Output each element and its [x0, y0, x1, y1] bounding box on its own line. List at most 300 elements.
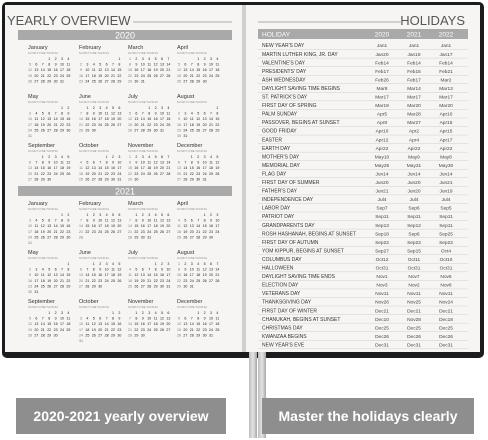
holiday-name: CHRISTMAS DAY	[262, 325, 303, 332]
day-number: 10	[183, 117, 188, 122]
holiday-name: FIRST DAY OF SPRING	[262, 103, 317, 110]
day-number: 12	[117, 267, 122, 272]
day-number: 1	[154, 262, 157, 266]
day-number: 14	[189, 322, 194, 327]
day-number: 15	[40, 166, 45, 171]
day-number: 29	[47, 79, 52, 84]
day-number: 29	[189, 177, 194, 182]
day-number: 26	[117, 278, 122, 283]
holiday-date: Sep13	[375, 223, 389, 229]
day-number: 27	[117, 229, 122, 234]
day-number: 31	[140, 79, 145, 84]
day-number: 12	[177, 322, 181, 327]
day-number: 15	[177, 273, 181, 278]
caption-right-text: Master the holidays clearly	[278, 408, 458, 424]
day-number: 14	[40, 68, 45, 73]
day-number: 4	[35, 218, 38, 223]
day-number: 21	[79, 122, 83, 127]
weekday-header: SU MO TU WE TH FR SA	[79, 257, 110, 260]
day-number: 9	[48, 160, 51, 165]
day-number: 15	[47, 322, 52, 327]
day-number: 22	[66, 278, 71, 283]
day-number: 31	[202, 177, 207, 182]
holiday-date: May30	[438, 163, 454, 169]
holiday-date: Sep11	[439, 223, 453, 229]
day-number: 23	[153, 122, 158, 127]
day-number: 9	[154, 111, 157, 116]
day-number: 7	[129, 218, 131, 223]
day-number: 27	[117, 122, 122, 127]
day-number: 25	[111, 278, 115, 283]
day-number: 19	[153, 68, 158, 73]
day-number: 1	[135, 213, 138, 217]
day-number: 1	[112, 311, 114, 315]
day-number: 23	[79, 79, 83, 84]
month-name: October	[79, 143, 99, 149]
holiday-date: Sep11	[439, 215, 453, 221]
day-number: 3	[216, 213, 219, 217]
day-number: 28	[34, 177, 39, 182]
day-number: 4	[112, 262, 114, 266]
day-number: 20	[166, 224, 171, 229]
day-number: 27	[34, 79, 39, 84]
day-number: 22	[47, 327, 52, 332]
day-number: 7	[129, 316, 131, 321]
day-number: 15	[196, 322, 201, 327]
day-number: 17	[60, 68, 64, 73]
day-number: 18	[60, 166, 64, 171]
day-number: 5	[161, 311, 163, 315]
day-number: 29	[196, 79, 201, 84]
day-number: 7	[184, 160, 187, 165]
day-number: 19	[111, 224, 115, 229]
day-number: 17	[209, 68, 213, 73]
day-number: 28	[79, 128, 83, 133]
day-number: 8	[118, 62, 121, 67]
holiday-date: Mar2	[440, 78, 452, 84]
day-number: 20	[140, 278, 145, 283]
day-number: 18	[66, 68, 71, 73]
day-number: 16	[140, 322, 145, 327]
day-number: 14	[98, 166, 103, 171]
day-number: 29	[91, 284, 96, 289]
day-number: 21	[189, 327, 194, 332]
day-number: 2	[67, 213, 70, 217]
holiday-date: Nov11	[439, 292, 453, 298]
day-number: 12	[196, 117, 201, 122]
day-number: 27	[202, 128, 207, 133]
day-number: 19	[66, 166, 71, 171]
day-number: 12	[28, 322, 32, 327]
day-number: 25	[189, 128, 194, 133]
day-number: 23	[183, 278, 188, 283]
day-number: 8	[135, 316, 138, 321]
day-number: 12	[153, 160, 158, 165]
day-number: 24	[85, 79, 90, 84]
day-number: 23	[91, 122, 96, 127]
day-number: 14	[79, 224, 83, 229]
day-number: 20	[47, 122, 52, 127]
day-number: 23	[66, 229, 71, 234]
day-number: 17	[60, 322, 64, 327]
day-number: 25	[209, 171, 213, 176]
holiday-name: PASSOVER, BEGINS AT SUNSET	[262, 120, 340, 127]
day-number: 20	[34, 327, 39, 332]
day-number: 31	[160, 128, 164, 133]
holiday-date: Sep5	[440, 206, 452, 212]
day-number: 3	[148, 311, 151, 315]
day-number: 14	[60, 273, 64, 278]
holiday-name: FIRST DAY OF AUTUMN	[262, 239, 319, 246]
day-number: 10	[53, 160, 58, 165]
day-number: 11	[40, 273, 45, 278]
day-number: 7	[210, 111, 212, 116]
weekday-header: SU MO TU WE TH FR SA	[177, 101, 208, 104]
month-name: July	[128, 94, 138, 100]
holiday-date: Mar19	[375, 104, 389, 110]
holiday-date: Mar13	[439, 86, 453, 92]
holiday-date: Sep22	[375, 240, 389, 246]
day-number: 6	[167, 311, 170, 315]
day-number: 23	[47, 171, 52, 176]
day-number: 5	[178, 62, 180, 67]
day-number: 3	[54, 155, 57, 159]
day-number: 5	[48, 267, 51, 272]
day-number: 16	[183, 273, 188, 278]
day-number: 21	[215, 273, 220, 278]
day-number: 16	[79, 73, 83, 78]
day-number: 4	[105, 106, 108, 110]
holiday-date: Nov6	[440, 275, 452, 281]
day-number: 19	[40, 122, 45, 127]
day-number: 28	[104, 333, 109, 338]
holiday-date: Oct12	[375, 257, 389, 263]
day-number: 20	[91, 171, 96, 176]
day-number: 31	[209, 333, 213, 338]
day-number: 30	[177, 134, 181, 138]
day-number: 5	[216, 155, 219, 159]
day-number: 15	[128, 68, 132, 73]
day-number: 30	[47, 177, 52, 182]
holiday-date: Sep25	[439, 232, 453, 238]
day-number: 25	[177, 235, 181, 240]
day-number: 2	[154, 106, 157, 110]
day-number: 12	[183, 224, 188, 229]
day-number: 11	[215, 62, 220, 67]
day-number: 9	[141, 316, 144, 321]
day-number: 7	[99, 160, 102, 165]
holiday-date: Sep11	[407, 215, 421, 221]
day-number: 26	[177, 79, 181, 84]
day-number: 30	[53, 333, 58, 338]
day-number: 26	[134, 284, 139, 289]
day-number: 24	[209, 327, 213, 332]
day-number: 8	[197, 316, 200, 321]
day-number: 29	[128, 79, 132, 84]
day-number: 16	[91, 224, 96, 229]
day-number: 1	[61, 213, 63, 217]
day-number: 23	[202, 327, 207, 332]
day-number: 2	[54, 311, 57, 315]
holiday-date: Jan1	[376, 44, 388, 50]
day-number: 6	[178, 160, 180, 165]
weekday-header: SU MO TU WE TH FR SA	[128, 257, 159, 260]
day-number: 23	[28, 284, 32, 289]
day-number: 15	[117, 68, 122, 73]
day-number: 9	[178, 117, 180, 122]
day-number: 22	[134, 229, 139, 234]
day-number: 10	[160, 111, 164, 116]
day-number: 14	[209, 117, 213, 122]
day-number: 30	[66, 128, 71, 133]
holiday-date: Apr22	[375, 146, 389, 152]
day-number: 26	[85, 177, 90, 182]
day-number: 8	[86, 111, 89, 116]
day-number: 8	[190, 160, 193, 165]
day-number: 19	[40, 229, 45, 234]
day-number: 30	[134, 177, 139, 182]
day-number: 3	[29, 218, 31, 223]
holiday-date: Nov25	[407, 300, 421, 306]
day-number: 22	[128, 73, 132, 78]
day-number: 28	[53, 235, 58, 240]
day-number: 9	[112, 160, 114, 165]
day-number: 2	[141, 213, 144, 217]
day-number: 16	[209, 224, 213, 229]
day-number: 13	[160, 62, 164, 67]
day-number: 11	[189, 117, 194, 122]
day-number: 6	[35, 62, 38, 67]
day-number: 16	[111, 166, 115, 171]
holiday-date: Oct11	[407, 257, 421, 263]
day-number: 16	[177, 122, 181, 127]
day-number: 23	[134, 73, 139, 78]
day-number: 10	[28, 224, 32, 229]
day-number: 14	[166, 160, 171, 165]
day-number: 4	[148, 57, 151, 61]
holiday-date: Apr22	[439, 146, 453, 152]
caption-right	[262, 398, 474, 434]
day-number: 5	[41, 218, 44, 223]
day-number: 2	[92, 213, 95, 217]
day-number: 29	[60, 128, 64, 133]
weekday-header: SU MO TU WE TH FR SA	[128, 208, 159, 211]
day-number: 3	[105, 262, 108, 266]
day-number: 13	[34, 68, 39, 73]
day-number: 25	[147, 73, 152, 78]
day-number: 11	[166, 111, 171, 116]
holiday-date: Apr17	[439, 138, 453, 144]
day-number: 28	[40, 79, 45, 84]
day-number: 22	[111, 327, 115, 332]
holiday-date: Apr15	[439, 121, 453, 127]
day-number: 15	[60, 117, 64, 122]
day-number: 4	[210, 155, 212, 159]
day-number: 29	[117, 79, 122, 84]
holiday-date: Dec26	[375, 334, 389, 340]
day-number: 1	[86, 106, 89, 110]
day-number: 17	[34, 278, 39, 283]
day-number: 3	[61, 311, 63, 315]
weekday-header: SU MO TU WE TH FR SA	[28, 306, 59, 309]
day-number: 27	[183, 79, 188, 84]
holiday-date: Jun20	[407, 181, 421, 186]
day-number: 6	[92, 160, 95, 165]
day-number: 7	[105, 316, 108, 321]
year-label-2020: 2020	[114, 30, 136, 41]
day-number: 21	[111, 73, 115, 78]
day-number: 18	[215, 68, 220, 73]
holiday-name: FIRST DAY OF WINTER	[262, 308, 318, 315]
day-number: 16	[117, 322, 122, 327]
day-number: 9	[99, 267, 102, 272]
day-number: 13	[183, 68, 188, 73]
day-number: 19	[98, 73, 103, 78]
day-number: 10	[104, 267, 109, 272]
day-number: 3	[99, 106, 102, 110]
day-number: 24	[98, 229, 103, 234]
day-number: 25	[66, 73, 71, 78]
day-number: 29	[40, 177, 45, 182]
day-number: 2	[80, 62, 82, 67]
col-holiday: HOLIDAY	[262, 31, 291, 39]
day-number: 20	[183, 327, 188, 332]
day-number: 11	[147, 160, 152, 165]
day-number: 23	[177, 128, 181, 133]
day-number: 21	[166, 166, 171, 171]
day-number: 13	[28, 166, 32, 171]
weekday-header: SU MO TU WE TH FR SA	[79, 52, 110, 55]
holiday-name: VALENTINE'S DAY	[262, 60, 306, 67]
day-number: 10	[147, 218, 152, 223]
day-number: 30	[202, 333, 207, 338]
day-number: 18	[147, 68, 152, 73]
holiday-date: Jan1	[408, 44, 420, 50]
day-number: 26	[183, 235, 188, 240]
day-number: 22	[85, 122, 90, 127]
holiday-date: Jan18	[407, 52, 421, 58]
day-number: 28	[79, 235, 83, 240]
holiday-date: Mar20	[407, 104, 421, 110]
day-number: 26	[215, 171, 220, 176]
day-number: 2	[118, 311, 121, 315]
day-number: 6	[167, 213, 170, 217]
day-number: 29	[177, 284, 181, 289]
holiday-date: Apr10	[439, 112, 453, 118]
day-number: 9	[184, 267, 187, 272]
day-number: 8	[129, 62, 131, 67]
day-number: 22	[147, 122, 152, 127]
holiday-date: Apr2	[408, 129, 420, 135]
day-number: 21	[209, 122, 213, 127]
day-number: 31	[28, 134, 32, 138]
day-number: 9	[197, 160, 200, 165]
day-number: 5	[135, 267, 138, 272]
holiday-name: PRESIDENTS' DAY	[262, 68, 307, 75]
day-number: 17	[98, 224, 103, 229]
day-number: 13	[177, 166, 181, 171]
day-number: 21	[189, 73, 194, 78]
holiday-date: Nov7	[408, 275, 420, 281]
holiday-date: Nov11	[407, 292, 421, 298]
day-number: 27	[104, 79, 109, 84]
day-number: 18	[79, 171, 83, 176]
holiday-date: Mar14	[407, 86, 421, 92]
day-number: 27	[34, 333, 39, 338]
day-number: 8	[48, 62, 51, 67]
day-number: 16	[53, 68, 58, 73]
day-number: 17	[79, 327, 83, 332]
holiday-name: PATRIOT DAY	[262, 214, 295, 221]
day-number: 4	[178, 218, 180, 223]
day-number: 27	[91, 177, 96, 182]
holiday-date: Mar27	[407, 121, 421, 127]
day-number: 9	[135, 62, 138, 67]
day-number: 24	[98, 122, 103, 127]
day-number: 23	[66, 122, 71, 127]
day-number: 19	[183, 229, 188, 234]
day-number: 25	[166, 122, 171, 127]
day-number: 9	[92, 218, 95, 223]
day-number: 7	[35, 160, 38, 165]
day-number: 5	[112, 106, 114, 110]
holiday-name: YOM KIPPUR, BEGINS AT SUNSET	[262, 248, 344, 255]
day-number: 23	[53, 327, 58, 332]
weekday-header: SU MO TU WE TH FR SA	[79, 101, 110, 104]
day-number: 28	[128, 235, 132, 240]
holiday-date: Feb15	[407, 69, 421, 75]
holiday-name: MOTHER'S DAY	[262, 154, 300, 161]
day-number: 13	[98, 322, 103, 327]
day-number: 2	[197, 155, 200, 159]
day-number: 18	[111, 273, 115, 278]
day-number: 8	[61, 218, 63, 223]
day-number: 12	[98, 68, 103, 73]
day-number: 20	[202, 122, 207, 127]
day-number: 11	[147, 62, 152, 67]
day-number: 22	[47, 73, 52, 78]
holiday-date: Sep11	[375, 215, 389, 221]
col-2020: 2020	[374, 31, 390, 39]
holiday-date: Dec18	[439, 317, 453, 323]
day-number: 13	[53, 273, 58, 278]
day-number: 24	[60, 73, 64, 78]
day-number: 5	[29, 62, 31, 67]
day-number: 19	[28, 327, 32, 332]
day-number: 29	[153, 284, 158, 289]
holiday-date: Sep18	[375, 232, 389, 238]
holiday-name: COLUMBUS DAY	[262, 256, 302, 263]
holiday-date: Dec26	[439, 334, 453, 340]
day-number: 17	[189, 273, 194, 278]
day-number: 14	[104, 322, 109, 327]
day-number: 13	[160, 160, 164, 165]
holiday-date: Feb21	[439, 69, 453, 75]
day-number: 27	[98, 333, 103, 338]
month-name: May	[28, 250, 39, 256]
day-number: 16	[160, 273, 164, 278]
holiday-name: EASTER	[262, 137, 283, 144]
day-number: 25	[196, 278, 201, 283]
day-number: 11	[91, 68, 96, 73]
day-number: 27	[28, 177, 32, 182]
holiday-date: Dec26	[407, 334, 421, 340]
day-number: 17	[53, 166, 58, 171]
day-number: 15	[60, 224, 64, 229]
day-number: 26	[153, 73, 158, 78]
day-number: 17	[166, 273, 171, 278]
day-number: 4	[35, 111, 38, 116]
